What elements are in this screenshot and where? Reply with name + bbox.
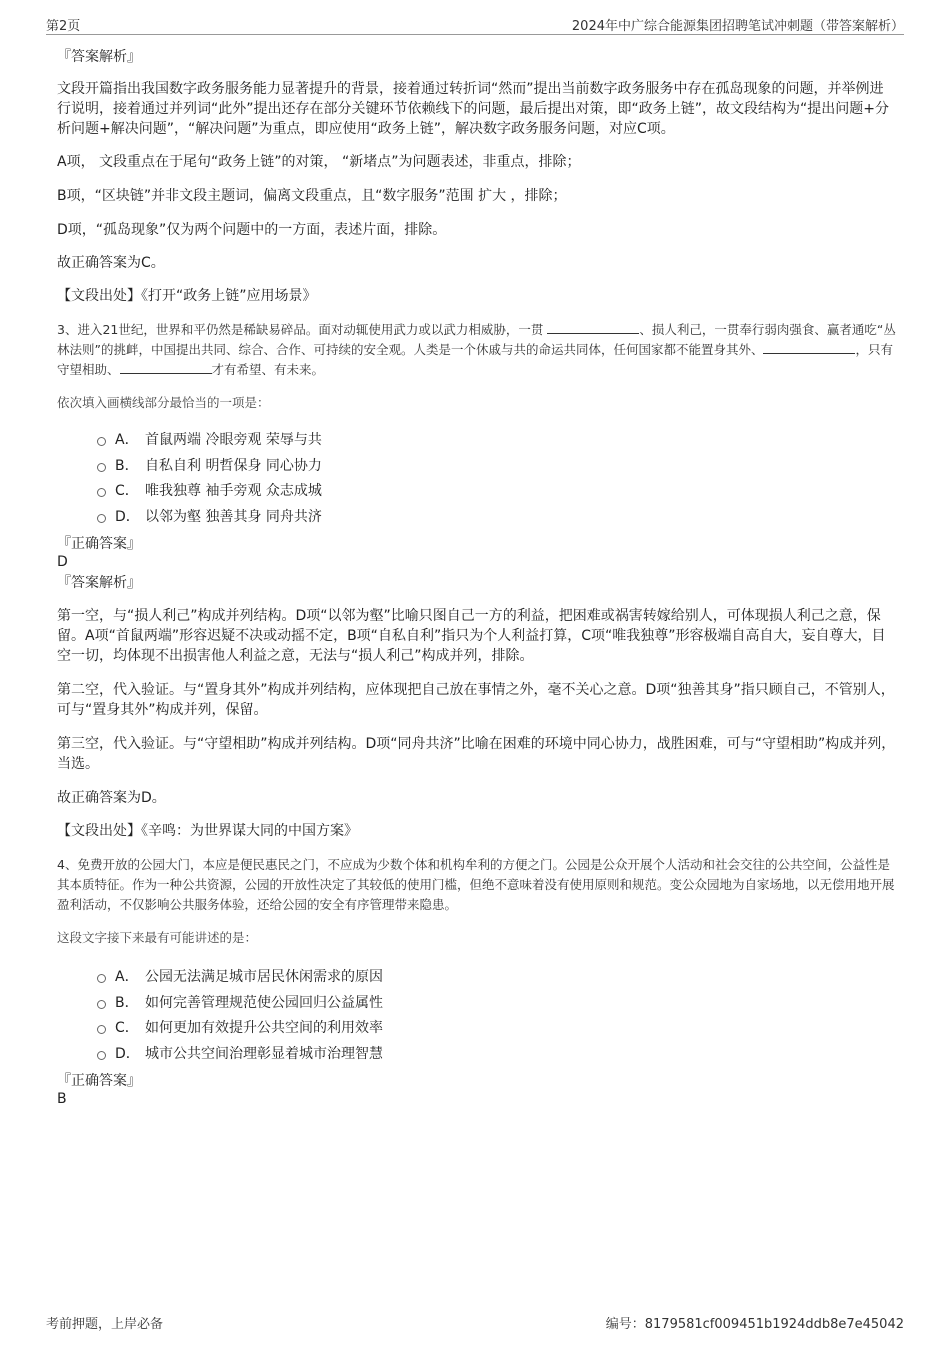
radio-icon[interactable] <box>97 488 106 497</box>
q3-blank-3 <box>120 360 212 374</box>
q3-text-part-4: 才有希望、有未来。 <box>211 362 325 377</box>
page-footer <box>46 1313 904 1333</box>
q3-option-c[interactable]: C． 唯我独尊 袖手旁观 众志成城 <box>57 479 897 505</box>
q4-option-a[interactable]: A． 公园无法满足城市居民休闲需求的原因 <box>57 965 897 991</box>
footer-slogan: 考前押题，上岸必备 <box>46 1317 164 1332</box>
q4-prompt: 这段文字接下来最有可能讲述的是： <box>57 930 258 945</box>
q2-analysis-para-3: B项，“区块链”并非文段主题词，偏离文段重点，且“数字服务”范围 扩大 ，排除； <box>57 188 567 204</box>
q3-text-part-1: 3、进入21世纪，世界和平仍然是稀缺易碎品。面对动辄使用武力或以武力相威胁，一贯 <box>57 322 548 337</box>
radio-icon[interactable] <box>97 1025 106 1034</box>
radio-icon[interactable] <box>97 1000 106 1009</box>
q3-analysis-label: 『答案解析』 <box>57 575 141 591</box>
document-title: 2024年中广综合能源集团招聘笔试冲刺题（带答案解析） <box>571 19 904 34</box>
q3-blank-2 <box>763 340 855 354</box>
q3-analysis-para-1: 第一空，与“损人利己”构成并列结构。D项“以邻为壑”比喻只图自己一方的利益，把困难或祸害转嫁给别人，可体现损人利己之意，保留。A项“首鼠两端”形容迟疑不决或动摇不定，B项“自私自利”指只为个人利益打算，C项“唯我独尊”形容极端自高自大，妄自尊大，目空一切，均体现不出损害他人利益之意，无法与“损人利己”构成并列，排除。 <box>57 608 886 664</box>
q3-analysis-para-3: 第三空，代入验证。与“守望相助”构成并列结构。D项“同舟共济”比喻在困难的环境中同心协力，战胜困难，可与“守望相助”构成并列，当选。 <box>57 736 896 772</box>
q3-correct-label: 『正确答案』 <box>57 536 141 552</box>
q2-analysis-para-5: 故正确答案为C。 <box>57 255 165 271</box>
q3-option-a[interactable]: A． 首鼠两端 冷眼旁观 荣辱与共 <box>57 428 897 454</box>
document-code: 编号：8179581cf009451b1924ddb8e7e45042 <box>605 1317 904 1332</box>
page-content <box>57 48 897 1108</box>
radio-icon[interactable] <box>97 437 106 446</box>
q4-correct-label: 『正确答案』 <box>57 1073 141 1089</box>
q3-text-part-3: ，只有守望相助、 <box>57 342 893 377</box>
q4-options <box>57 965 897 1067</box>
q3-analysis-para-2: 第二空，代入验证。与“置身其外”构成并列结构，应体现把自己放在事情之外，毫不关心之意。D项“独善其身”指只顾自己，不管别人，可与“置身其外”构成并列，保留。 <box>57 682 895 718</box>
q3-prompt: 依次填入画横线部分最恰当的一项是： <box>57 395 270 410</box>
q3-text-part-2: 、损人利己，一贯奉行弱肉强食、赢者通吃“丛林法则”的挑衅，中国提出共同、综合、合作、可持续的安全观。人类是一个休戚与共的命运共同体，任何国家都不能置身其外、 <box>57 322 896 357</box>
page-number: 第2页 <box>46 19 81 34</box>
q3-analysis-para-4: 故正确答案为D。 <box>57 790 166 806</box>
q3-option-b[interactable]: B． 自私自利 明哲保身 同心协力 <box>57 454 897 480</box>
radio-icon[interactable] <box>97 463 106 472</box>
page-header <box>46 12 904 35</box>
q2-source: 【文段出处】《打开“政务上链”应用场景》 <box>57 288 317 304</box>
q3-blank-1 <box>547 320 639 334</box>
q4-option-c[interactable]: C． 如何更加有效提升公共空间的利用效率 <box>57 1016 897 1042</box>
q2-analysis-para-2: A项， 文段重点在于尾句“政务上链”的对策， “新堵点”为问题表述，非重点，排除； <box>57 154 581 170</box>
q4-option-d[interactable]: D． 城市公共空间治理彰显着城市治理智慧 <box>57 1042 897 1068</box>
q4-question-text: 4、免费开放的公园大门，本应是便民惠民之门，不应成为少数个体和机构牟利的方便之门。公园是公众开展个人活动和社会交往的公共空间，公益性是其本质特征。作为一种公共资源，公园的开放性决定了其较低的使用门槛，但绝不意味着没有使用原则和规范。变公众园地为自家场地，以无偿用地开展盈利活动，不仅影响公共服务体验，还给公园的安全有序管理带来隐患。 <box>57 857 895 912</box>
radio-icon[interactable] <box>97 514 106 523</box>
radio-icon[interactable] <box>97 1051 106 1060</box>
q3-question-text <box>57 320 897 380</box>
q3-correct-answer: D <box>57 554 68 570</box>
radio-icon[interactable] <box>97 974 106 983</box>
q2-analysis-label: 『答案解析』 <box>57 49 141 65</box>
q3-source: 【文段出处】《辛鸣：为世界谋大同的中国方案》 <box>57 823 358 839</box>
q4-correct-answer: B <box>57 1091 67 1107</box>
q2-analysis-para-1: 文段开篇指出我国数字政务服务能力显著提升的背景，接着通过转折词“然而”提出当前数字政务服务中存在孤岛现象的问题，并举例进行说明，接着通过并列词“此外”提出还存在部分关键环节依赖线下的问题，最后提出对策，即“政务上链”，故文段结构为“提出问题+分析问题+解决问题”，“解决问题”为重点，即应使用“政务上链”，解决数字政务服务问题，对应C项。 <box>57 81 889 137</box>
q3-options <box>57 428 897 530</box>
q3-option-d[interactable]: D． 以邻为壑 独善其身 同舟共济 <box>57 505 897 531</box>
q2-analysis-para-4: D项，“孤岛现象”仅为两个问题中的一方面，表述片面，排除。 <box>57 222 447 238</box>
q4-option-b[interactable]: B． 如何完善管理规范使公园回归公益属性 <box>57 991 897 1017</box>
